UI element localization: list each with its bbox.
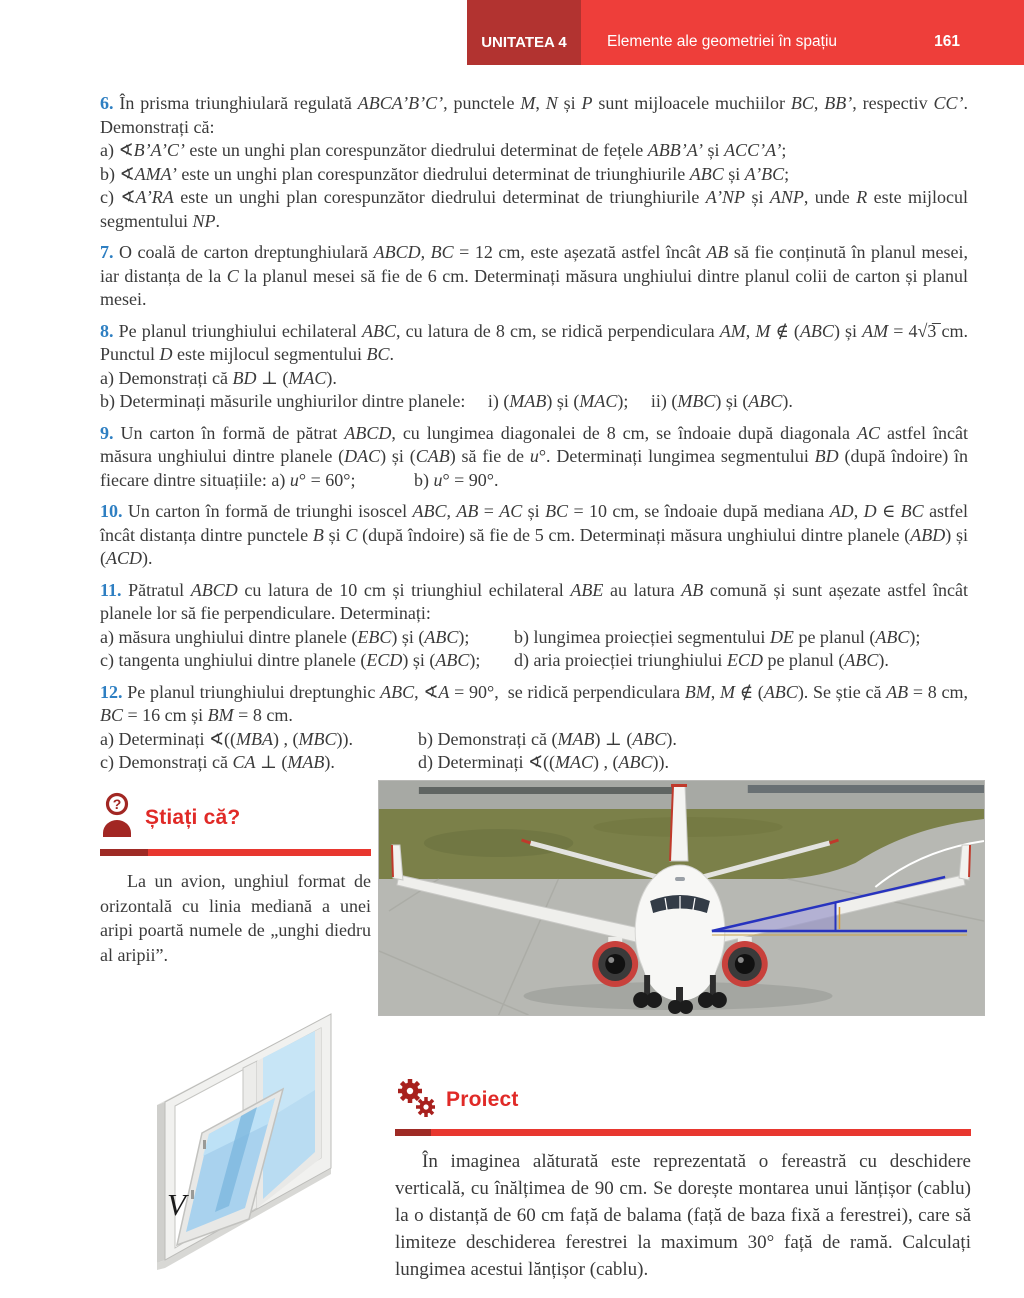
- exercise-list: [100, 92, 968, 783]
- exercise-subitem: a) Determinați ∢((MBA) , (MBC)).: [100, 728, 354, 749]
- did-you-know-text: La un avion, unghiul format de orizontală cu linia mediană a unei aripi poartă numele de „unghi diedru al aripii”.: [100, 871, 371, 965]
- did-you-know-title: Știați că?: [145, 805, 241, 829]
- chapter-bar: [581, 0, 1024, 65]
- airplane-photo: [378, 780, 985, 1016]
- exercise-number: 6.: [100, 93, 114, 113]
- exercise-subitem: a) ∢B’A’C’ este un unghi plan corespunzător diedrului determinat de fețele ABB’A’ și ACC’A’;: [100, 140, 787, 160]
- exercise-subitem: c) tangenta unghiului dintre planele (ECD) și (ABC);: [100, 650, 481, 670]
- chapter-title: Elemente ale geometriei în spațiu: [607, 33, 838, 50]
- exercise-intro: 8. Pe planul triunghiului echilateral ABC, cu latura de 8 cm, se ridică perpendiculara AM, M ∉ (ABC) și AM = 4√3̅ cm. Punctul D este mijlocul segmentului BC.: [100, 320, 968, 364]
- exercise-number: 11.: [100, 579, 122, 600]
- exercise-intro: 9. Un carton în formă de pătrat ABCD, cu lungimea diagonalei de 8 cm, se îndoaie după diagonala AC astfel încât măsura unghiului dintre planele (DAC) și (CAB) să fie de u°. Determinați lungimea segmentului BD (după îndoire) în fiecare dintre situațiile: a) u° = 60°; b) u° = 90°.: [100, 422, 968, 490]
- person-question-icon: [100, 792, 134, 843]
- project-text: În imaginea alăturată este reprezentată o fereastră cu deschidere verticală, cu înălțimea de 90 cm. Se dorește montarea unui lănțișor (cablu) la o distanță de 60 cm față de balama (față de baza fixă a ferestrei), care să limiteze deschiderea ferestrei la maximum 30° față de ramă. Calculați lungimea acestui lănțișor (cablu).: [395, 1151, 971, 1280]
- exercise-subitem: c) ∢A’RA este un unghi plan corespunzător diedrului determinat de triunghiurile A’NP și ANP, unde R este mijlocul segmentului NP.: [100, 187, 968, 231]
- gears-icon: [395, 1076, 435, 1123]
- exercise-7: [100, 241, 968, 312]
- project-title: Proiect: [446, 1087, 519, 1111]
- exercise-subitem-row: [100, 649, 968, 673]
- exercise-number: 12.: [100, 681, 123, 702]
- did-you-know-header: [100, 792, 371, 843]
- exercise-8: [100, 320, 968, 414]
- window-illustration: [145, 1002, 355, 1292]
- exercise-intro: 12. Pe planul triunghiului dreptunghic ABC, ∢A = 90°, se ridică perpendiculara BM, M ∉ (ABC). Se știe că AB = 8 cm, BC = 16 cm și BM = 8 cm.: [100, 681, 969, 725]
- exercise-intro: 6. În prisma triunghiulară regulată ABCA’B’C’, punctele M, N și P sunt mijloacele muchiilor BC, BB’, respectiv CC’. Demonstrați că:: [100, 93, 968, 137]
- exercise-number: 7.: [100, 242, 114, 262]
- exercise-12: [100, 681, 968, 775]
- section-rule: [395, 1129, 971, 1136]
- exercise-9: [100, 422, 968, 493]
- exercise-11: [100, 579, 968, 673]
- exercise-subitem-row: [100, 751, 968, 775]
- exercise-subitem: b) ∢AMA’ este un unghi plan corespunzător diedrului determinat de triunghiurile ABC și A’BC;: [100, 163, 790, 184]
- exercise-10: [100, 500, 968, 571]
- exercise-subitem: a) Demonstrați că BD ⊥ (MAC).: [100, 367, 337, 388]
- exercise-intro: 10. Un carton în formă de triunghi isoscel ABC, AB = AC și BC = 10 cm, se îndoaie după mediana AD, D ∈ BC astfel încât distanța dintre punctele B și C (după îndoire) să fie de 5 cm. Determinați măsura unghiului dintre planele (ABD) și (ACD).: [100, 501, 969, 568]
- exercise-6: [100, 92, 968, 233]
- svg-text:?: ?: [112, 796, 122, 812]
- exercise-number: 8.: [100, 320, 114, 341]
- exercise-number: 10.: [100, 501, 123, 521]
- exercise-subitem: b) Demonstrați că (MAB) ⊥ (ABC).: [418, 728, 677, 749]
- did-you-know-box: [100, 792, 371, 967]
- exercise-subitem-row: [100, 728, 968, 752]
- unit-label: UNITATEA 4: [467, 0, 581, 65]
- exercise-subitem: b) lungimea proiecției segmentului DE pe planul (ABC);: [514, 626, 921, 647]
- exercise-number: 9.: [100, 422, 114, 443]
- exercise-subitem: d) aria proiecției triunghiului ECD pe planul (ABC).: [514, 650, 889, 670]
- section-rule: [100, 849, 371, 856]
- page-header: [467, 0, 1024, 65]
- exercise-subitem-row: [100, 626, 968, 650]
- exercise-subitem: b) Determinați măsurile unghiurilor dintre planele: i) (MAB) și (MAC); ii) (MBC) și (ABC).: [100, 391, 793, 411]
- exercise-subitem: d) Determinați ∢((MAC) , (ABC)).: [418, 752, 670, 772]
- exercise-subitem: a) măsura unghiului dintre planele (EBC) și (ABC);: [100, 626, 470, 647]
- exercise-intro: 7. O coală de carton dreptunghiulară ABCD, BC = 12 cm, este așezată astfel încât AB să fie conținută în planul mesei, iar distanța de la C la planul mesei să fie de 6 cm. Determinați măsura unghiului dintre planul colii de carton și planul mesei.: [100, 242, 969, 309]
- angle-mark-v: V: [167, 1187, 186, 1222]
- project-box: [395, 1076, 971, 1283]
- exercise-subitem: c) Demonstrați că CA ⊥ (MAB).: [100, 752, 335, 772]
- page-number: 161: [934, 33, 960, 50]
- project-header: [395, 1076, 971, 1123]
- exercise-intro: 11. Pătratul ABCD cu latura de 10 cm și triunghiul echilateral ABE au latura AB comună și sunt așezate astfel încât planele lor să fie perpendiculare. Determinați:: [100, 579, 968, 623]
